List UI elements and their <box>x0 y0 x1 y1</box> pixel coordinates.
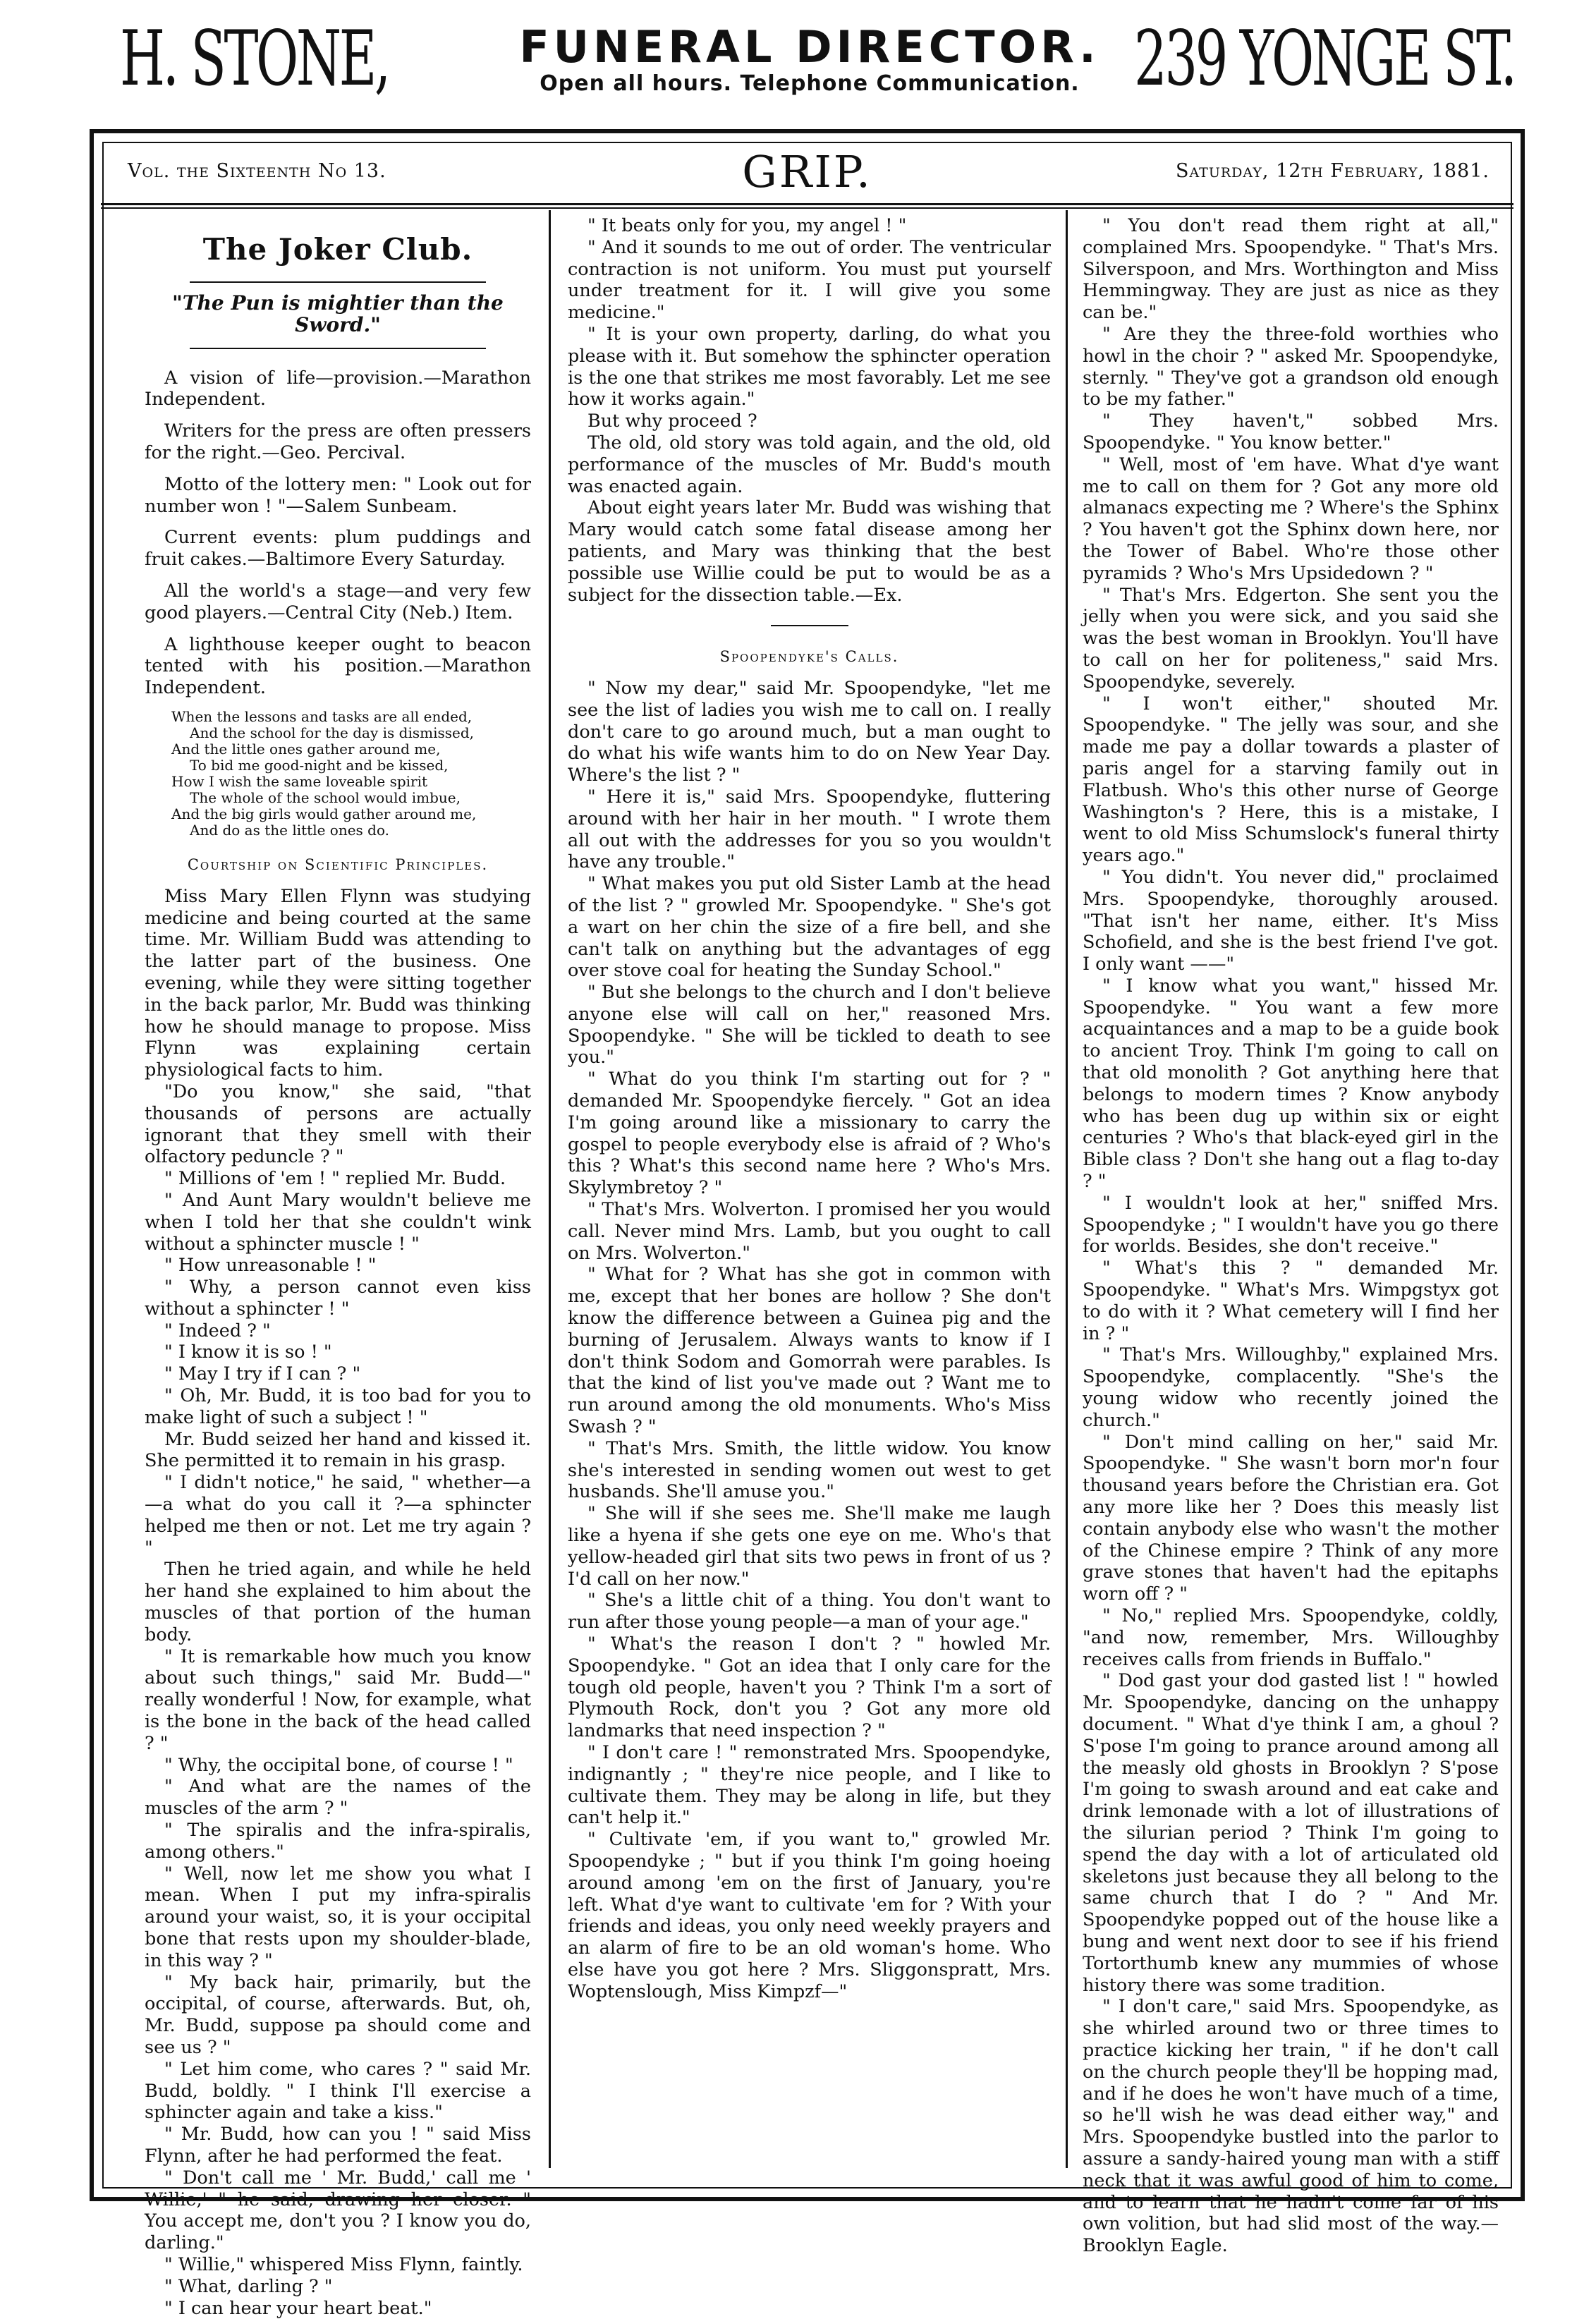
paragraph: " Mr. Budd, how can you ! " said Miss Flynn, after he had performed the feat. <box>145 2124 531 2167</box>
paragraph: " I wouldn't look at her," sniffed Mrs. Spoopendyke ; " I wouldn't have you go there for worlds. Besides, she don't receive." <box>1083 1192 1499 1258</box>
paragraph: " And Aunt Mary wouldn't believe me when I told her that she couldn't wink without a sphincter muscle ! " <box>145 1189 531 1255</box>
paragraph: But why proceed ? <box>587 410 757 432</box>
title-rule <box>190 281 486 283</box>
joker-club-title: The Joker Club. <box>202 232 473 267</box>
paragraph: " Why, the occipital bone, of course ! " <box>164 1754 513 1776</box>
joke-item: Motto of the lottery men: " Look out for number won ! "—Salem Sunbeam. <box>145 473 531 517</box>
poem-line: And do as the little ones do. <box>190 821 390 839</box>
paragraph: " It is your own property, darling, do what you please with it. But somehow the sphincter operation is the one that strikes me most favorably. Let me see how it works again." <box>568 323 1051 410</box>
paragraph: " May I try if I can ? " <box>164 1363 361 1385</box>
joke-item: Current events: plum puddings and fruit cakes.—Baltimore Every Saturday. <box>145 527 531 571</box>
paragraph: About eight years later Mr. Budd was wishing that Mary would catch some fatal disease among her patients, and Mary was thinking that the best possible use Willie could be put to would be as a subject for the dissection table.—Ex. <box>568 497 1051 606</box>
paragraph: " Indeed ? " <box>164 1320 271 1341</box>
paragraph: " She's a little chit of a thing. You don't want to run after those young people—a man of your age." <box>568 1590 1051 1633</box>
poem-line: How I wish the same loveable spirit <box>171 772 428 790</box>
section-separator <box>568 611 1051 633</box>
paragraph: " How unreasonable ! " <box>164 1255 377 1277</box>
paragraph: " You didn't. You never did," proclaimed Mrs. Spoopendyke, thoroughly aroused. "That isn't her name, either. It's Miss Schofield, and she is the best friend I've got. I only want ——" <box>1083 866 1499 975</box>
column-divider-2 <box>1066 210 1068 2168</box>
paragraph: " I know it is so ! " <box>164 1341 332 1363</box>
paragraph: Then he tried again, and while he held her hand she explained to him about the muscles of that portion of the human body. <box>145 1559 531 1645</box>
paragraph: The old, old story was told again, and the old, old performance of the muscles of Mr. Budd's mouth was enacted again. <box>568 432 1051 497</box>
paragraph: " Oh, Mr. Budd, it is too bad for you to make light of such a subject ! " <box>145 1385 531 1428</box>
paragraph: Mr. Budd seized her hand and kissed it. She permitted it to remain in his grasp. <box>145 1428 531 1472</box>
paragraph: " That's Mrs. Edgerton. She sent you the jelly when you were sick, and you said she was the best woman in Brooklyn. You'll have to call on her for politeness," said Mrs. Spoopendyke, severely. <box>1083 584 1499 693</box>
column-2 <box>568 215 1051 2169</box>
paragraph: " What for ? What has she got in common with me, except that her bones are hollow ? She don't know the difference between a Guinea pig and the burning of Jerusalem. Always wants to know if I don't think Sodom and Gomorrah were parables. Is that the kind of list you've made out ? Want me to run around among the old monuments. Who's Miss Swash ? " <box>568 1264 1051 1438</box>
joke-item: A lighthouse keeper ought to beacon tented with his position.—Marathon Independent. <box>145 633 531 699</box>
paragraph: " What, darling ? " <box>164 2275 333 2297</box>
poem-line: When the lessons and tasks are all ended, <box>171 707 473 725</box>
paragraph: " I know what you want," hissed Mr. Spoopendyke. " You want a few more acquaintances and a map to be a guide book to ancient Troy. Think I'm going to call on that old monolith ? Got anything here that belongs to modern times ? Know anybody who has been dug up within six or eight centuries ? Who's that black-eyed girl in the Bible class ? Don't she hang out a flag to-day ? " <box>1083 975 1499 1193</box>
separator-rule-icon <box>771 623 848 628</box>
advertisement-banner <box>0 0 1596 130</box>
ad-middle-sub: Open all hours. Telephone Communication. <box>540 71 1080 96</box>
column-divider-1 <box>549 210 551 2168</box>
joke-item: All the world's a stage—and very few good players.—Central City (Neb.) Item. <box>145 580 531 623</box>
paragraph: " My back hair, primarily, but the occipital, of course, afterwards. But, oh, Mr. Budd, suppose pa should come and see us ? " <box>145 1971 531 2058</box>
paragraph: " I don't care," said Mrs. Spoopendyke, as she whirled around two or three times to practice kicking her train, " if he don't call on the church people they'll be hopping mad, and if he does he won't have much of a time, so he'll wish he was dead either way," and Mrs. Spoopendyke bustled into the parlor to assure a sandy-haired young man with a stiff neck that it was awful good of him to come, and to learn that he hadn't come far of his own volition, but had slid most of the way.—Brooklyn Eagle. <box>1083 1996 1499 2257</box>
paragraph: " She will if she sees me. She'll make me laugh like a hyena if she gets one eye on me. Who's that yellow-headed girl that sits two pews in front of us ? I'd call on her now." <box>568 1503 1051 1590</box>
paragraph: " That's Mrs. Willoughby," explained Mrs. Spoopendyke, complacently. "She's the young widow who recently joined the church." <box>1083 1344 1499 1431</box>
poem-line: And the school for the day is dismissed, <box>190 724 474 741</box>
paragraph: " The spiralis and the infra-spiralis, among others." <box>145 1820 531 1863</box>
poem-line: To bid me good-night and be kissed, <box>190 756 449 774</box>
paragraph: " Why, a person cannot even kiss without a sphincter ! " <box>145 1277 531 1320</box>
paragraph: " Don't mind calling on her," said Mr. Spoopendyke. " She wasn't born mor'n four thousand years before the Christian era. Got any more like her ? Does this measly list contain anybody else who wasn't the mother of the Chinese empire ? Think of any more grave stones that haven't had the epitaphs worn off ? " <box>1083 1431 1499 1605</box>
spoopendyke-article-continued <box>1083 215 1499 2257</box>
paragraph: " Willie," whispered Miss Flynn, faintly. <box>164 2253 523 2275</box>
column-3 <box>1083 215 1499 2257</box>
ad-middle-main: FUNERAL DIRECTOR. <box>519 21 1100 73</box>
masthead-title: GRIP. <box>742 146 872 197</box>
masthead <box>101 145 1513 203</box>
paragraph: " They haven't," sobbed Mrs. Spoopendyke. " You know better." <box>1083 410 1499 454</box>
paragraph: " Millions of 'em ! " replied Mr. Budd. <box>164 1168 506 1190</box>
article-heading-spoopendyke: Spoopendyke's Calls. <box>719 648 899 666</box>
poem-line: And the little ones gather around me, <box>171 740 441 757</box>
courtship-article-continued <box>568 215 1051 606</box>
paragraph: " No," replied Mrs. Spoopendyke, coldly, "and now, remember, Mrs. Willoughby receives calls from friends in Buffalo." <box>1083 1605 1499 1670</box>
paragraph: " I won't either," shouted Mr. Spoopendyke. " The jelly was sour, and she made me pay a dollar towards a plaster of paris angel for a starving family out in Flatbush. Who's this other nurse of George Washington's ? Here, this is a mistake, I went to old Miss Schumslock's funeral thirty years ago." <box>1083 693 1499 867</box>
paragraph: "Do you know," she said, "that thousands of persons are actually ignorant that they smell with their olfactory peduncle ? " <box>145 1081 531 1168</box>
paragraph: " It is remarkable how much you know about such things," said Mr. Budd—" really wonderful ! Now, for example, what is the bone in the back of the head called ? " <box>145 1645 531 1754</box>
ad-middle <box>506 21 1113 96</box>
masthead-date: Saturday, 12th February, 1881. <box>1176 160 1490 182</box>
paragraph: " That's Mrs. Wolverton. I promised her you would call. Never mind Mrs. Lamb, but you ought to call on Mrs. Wolverton." <box>568 1199 1051 1264</box>
masthead-volume: Vol. the Sixteenth No 13. <box>128 160 386 182</box>
paragraph: " Cultivate 'em, if you want to," growled Mr. Spoopendyke ; " but if you think I'm going hoeing around among 'em on the first of January, you're left. What d'ye want to cultivate 'em for ? With your friends and ideas, you only need weekly prayers and an alarm of fire to be an old woman's home. Who else have you got here ? Mrs. Sliggonspratt, Mrs. Woptenslough, Miss Kimpzf—" <box>568 1829 1051 2002</box>
paragraph: " That's Mrs. Smith, the little widow. You know she's interested in sending women out west to get husbands. She'll amuse you." <box>568 1437 1051 1503</box>
ad-left-name: H. STONE, <box>120 15 389 103</box>
poem <box>171 709 531 839</box>
paragraph: " Well, now let me show you what I mean. When I put my infra-spiralis around your waist, so, it is your occipital bone that rests upon my shoulder-blade, in this way ? " <box>145 1863 531 1971</box>
spoopendyke-article-body <box>568 678 1051 2003</box>
poem-line: The whole of the school would imbue, <box>190 789 461 806</box>
paragraph: Miss Mary Ellen Flynn was studying medicine and being courted at the same time. Mr. William Budd was attending to the latter part of the business. One evening, while they were sitting together in the back parlor, Mr. Budd was thinking how he should manage to propose. Miss Flynn was explaining certain physiological facts to him. <box>145 885 531 1081</box>
article-heading-courtship: Courtship on Scientific Principles. <box>187 856 489 873</box>
paragraph: " Let him come, who cares ? " said Mr. Budd, boldly. " I think I'll exercise a sphincter again and take a kiss." <box>145 2058 531 2124</box>
paragraph: " Are they the three-fold worthies who howl in the choir ? " asked Mr. Spoopendyke, sternly. " They've got a grandson old enough to be my father." <box>1083 323 1499 410</box>
paragraph: " And what are the names of the muscles of the arm ? " <box>145 1776 531 1820</box>
joke-item: A vision of life—provision.—Marathon Independent. <box>145 367 531 410</box>
masthead-rule-bottom <box>101 207 1513 209</box>
column-1 <box>145 215 531 2319</box>
paragraph: " I can hear your heart beat." <box>164 2297 432 2319</box>
paragraph: " And it sounds to me out of order. The ventricular contraction is not uniform. You must put yourself under treatment for it. I will give you some medicine." <box>568 236 1051 324</box>
motto-rule <box>190 348 486 349</box>
paragraph: " But she belongs to the church and I don't believe anyone else will call on her," reasoned Mrs. Spoopendyke. " She will be tickled to death to see you." <box>568 982 1051 1069</box>
paragraph: " I don't care ! " remonstrated Mrs. Spoopendyke, indignantly ; " they're nice people, and I like to cultivate them. They may be along in life, but they can't help it." <box>568 1741 1051 1829</box>
masthead-rule-top <box>101 203 1513 205</box>
paragraph: " You don't read them right at all," complained Mrs. Spoopendyke. " That's Mrs. Silverspoon, and Mrs. Worthington and Miss Hemmingway. They are just as nice as they can be." <box>1083 215 1499 324</box>
poem-line: And the big girls would gather around me, <box>171 805 477 822</box>
courtship-article-body <box>145 886 531 2319</box>
paragraph: " Well, most of 'em have. What d'ye want me to call on them for ? Got any more old almanacs expecting me ? Where's the Sphinx ? You haven't got the Sphinx down here, nor the Tower of Babel. Who're those other pyramids ? Who's Mrs Upsidedown ? " <box>1083 454 1499 584</box>
paragraph: " Here it is," said Mrs. Spoopendyke, fluttering around with her hair in her mouth. " I wrote them all out with the addresses for you so you wouldn't have any trouble." <box>568 786 1051 873</box>
paragraph: " It beats only for you, my angel ! " <box>587 215 907 236</box>
joke-item: Writers for the press are often pressers for the right.—Geo. Percival. <box>145 420 531 463</box>
paragraph: " What's the reason I don't ? " howled Mr. Spoopendyke. " Got an idea that I only care for the tough old people, haven't you ? Think I'm a sort of Plymouth Rock, don't you ? Got any more old landmarks that need inspection ? " <box>568 1633 1051 1742</box>
paragraph: " What's this ? " demanded Mr. Spoopendyke. " What's Mrs. Wimpgstyx got to do with it ? What cemetery will I find her in ? " <box>1083 1258 1499 1344</box>
paragraph: " Dod gast your dod gasted list ! " howled Mr. Spoopendyke, dancing on the unhappy document. " What d'ye think I am, a ghoul ? S'pose I'm going to prance around among all the measly old ghosts in Brooklyn ? S'pose I'm going to swash around and eat cake and drink lemonade with a lot of illustrations of the silurian period ? Think I'm going to spend the day with a lot of articulated old skeletons just because they all belong to the same church that I do ? " And Mr. Spoopendyke popped out of the house like a bung and went next door to see if his friend Tortorthumb knew any mummies of whose history there was some tradition. <box>1083 1670 1499 1996</box>
paragraph: " Don't call me ' Mr. Budd,' call me ' Willie,' " he said, drawing her closer. " You accept me, don't you ? I know you do, darling." <box>145 2167 531 2254</box>
joker-club-motto: "The Pun is mightier than the Sword." <box>172 291 504 336</box>
paragraph: " What makes you put old Sister Lamb at the head of the list ? " growled Mr. Spoopendyke. " She's got a wart on her chin the size of a fire bell, and she can't talk on anything but the advantages of egg over stove coal for heating the Sunday School." <box>568 873 1051 982</box>
paragraph: " I didn't notice," he said, " whether—a—a what do you call it ?—a sphincter helped me then or not. Let me try again ? " <box>145 1472 531 1559</box>
ad-right-address: 239 YONGE ST. <box>1134 15 1515 103</box>
paragraph: " What do you think I'm starting out for ? " demanded Mr. Spoopendyke fiercely. " Got an idea I'm going around like a missionary to carry the gospel to people everybody else is afraid of ? Who's this ? What's this second name here ? Who's Mrs. Skylymbretoy ? " <box>568 1069 1051 1199</box>
paragraph: " Now my dear," said Mr. Spoopendyke, "let me see the list of ladies you wish me to call on. I really don't care to go around much, but a man ought to do what his wife wants him to do on New Year Day. Where's the list ? " <box>568 677 1051 786</box>
